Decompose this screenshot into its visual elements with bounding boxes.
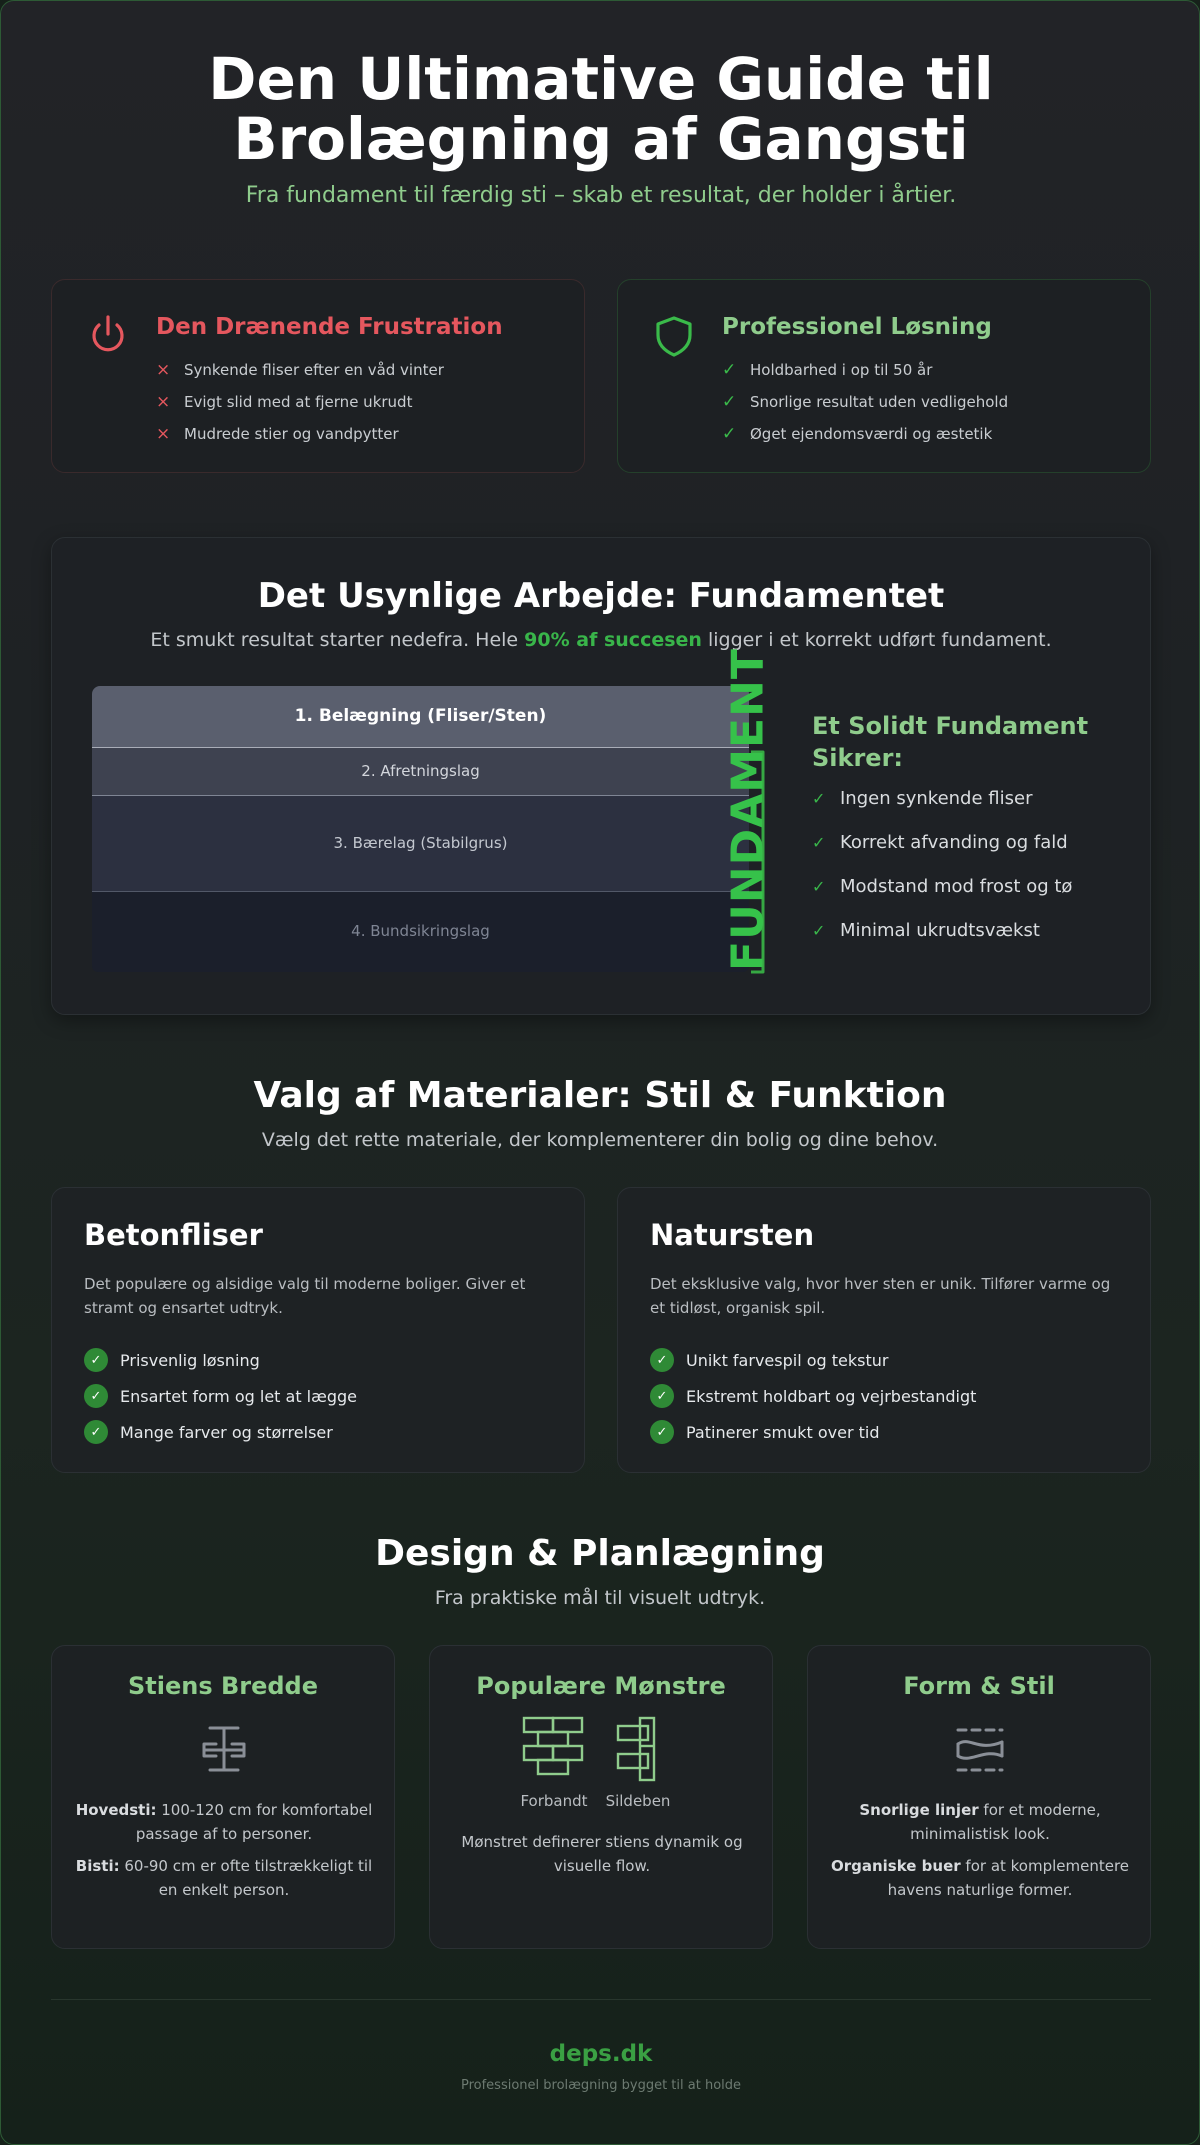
- solution-card: [617, 279, 1151, 473]
- check-icon: ✓: [812, 921, 826, 940]
- main-path-text: Hovedsti: 100-120 cm for komfortabel passage af to personer.: [75, 1801, 373, 1843]
- check-icon: ✓: [812, 789, 826, 808]
- cross-icon: ×: [156, 424, 171, 444]
- material-list: [84, 1342, 357, 1450]
- material-card-natural-stone: [617, 1187, 1151, 1473]
- check-circle-icon: ✓: [84, 1348, 108, 1372]
- check-circle-icon: ✓: [650, 1348, 674, 1372]
- solution-title: Professionel Løsning: [722, 314, 992, 340]
- benefit-item: ✓ Modstand mod frost og tø: [812, 876, 1073, 897]
- design-card-width: [51, 1645, 395, 1949]
- materials-title: Valg af Materialer: Stil & Funktion: [253, 1075, 947, 1116]
- footer-divider: [51, 1999, 1151, 2000]
- cross-icon: ×: [156, 360, 171, 380]
- design-title: Design & Planlægning: [375, 1533, 825, 1574]
- check-icon: ✓: [722, 392, 737, 412]
- footer-tagline: Professionel brolægning bygget til at holde: [460, 2078, 742, 2093]
- side-path-text: Bisti: 60-90 cm er ofte tilstrækkeligt til en enkelt person.: [75, 1857, 373, 1899]
- foundation-highlight: 90% af succesen: [524, 629, 702, 651]
- check-icon: ✓: [722, 360, 737, 380]
- layer-base: 3. Bærelag (Stabilgrus): [92, 796, 749, 892]
- page-title: [1, 45, 1200, 173]
- solution-item: ✓ Snorlige resultat uden vedligehold: [722, 386, 1008, 418]
- pattern-label-herringbone: Sildeben: [605, 1792, 671, 1810]
- check-circle-icon: ✓: [650, 1384, 674, 1408]
- foundation-card: [51, 537, 1151, 1015]
- design-card-title: Populære Mønstre: [476, 1672, 726, 1700]
- power-icon: [86, 314, 130, 358]
- material-title: Natursten: [650, 1218, 815, 1252]
- material-item: ✓ Patinerer smukt over tid: [650, 1414, 976, 1450]
- material-item: ✓ Ensartet form og let at lægge: [84, 1378, 357, 1414]
- patterns-text: Mønstret definerer stiens dynamik og visuelle flow.: [461, 1833, 743, 1875]
- solution-item: ✓ Øget ejendomsværdi og æstetik: [722, 418, 1008, 450]
- layer-paving: 1. Belægning (Fliser/Sten): [92, 686, 749, 748]
- pattern-label-running-bond: Forbandt: [520, 1792, 588, 1810]
- page-title-line1: Den Ultimative Guide til: [208, 45, 994, 113]
- page-subtitle: Fra fundament til færdig sti – skab et resultat, der holder i årtier.: [245, 183, 957, 208]
- material-title: Betonfliser: [84, 1218, 263, 1252]
- check-circle-icon: ✓: [650, 1420, 674, 1444]
- shield-icon: [652, 314, 696, 358]
- material-card-concrete: [51, 1187, 585, 1473]
- material-description: Det eksklusive valg, hvor hver sten er unik. Tilfører varme og et tidløst, organisk spil.: [650, 1275, 1111, 1317]
- materials-subtitle: Vælg det rette materiale, der komplementerer din bolig og dine behov.: [261, 1129, 939, 1151]
- design-card-form: [807, 1645, 1151, 1949]
- design-card-title: Stiens Bredde: [127, 1672, 319, 1700]
- benefits-list: [812, 788, 1072, 964]
- running-bond-pattern-icon: [522, 1716, 586, 1782]
- material-description: Det populære og alsidige valg til moderne boliger. Giver et stramt og ensartet udtryk.: [84, 1275, 526, 1317]
- check-icon: ✓: [812, 877, 826, 896]
- material-item: ✓ Prisvenlig løsning: [84, 1342, 357, 1378]
- check-circle-icon: ✓: [84, 1420, 108, 1444]
- material-item: ✓ Unikt farvespil og tekstur: [650, 1342, 976, 1378]
- problem-card: [51, 279, 585, 473]
- design-card-patterns: [429, 1645, 773, 1949]
- problem-item: × Evigt slid med at fjerne ukrudt: [156, 386, 444, 418]
- benefit-item: ✓ Korrekt afvanding og fald: [812, 832, 1068, 853]
- foundation-subtitle: Et smukt resultat starter nedefra. Hele 90% af succesen ligger i et korrekt udført fundament.: [150, 629, 1052, 651]
- benefits-title: Et Solidt Fundament Sikrer:: [812, 712, 1089, 772]
- layer-bedding: 2. Afretningslag: [92, 748, 749, 796]
- path-width-icon: [196, 1724, 252, 1774]
- foundation-title: Det Usynlige Arbejde: Fundamentet: [257, 576, 945, 616]
- problem-list: [156, 354, 444, 450]
- straight-lines-text: Snorlige linjer for et moderne, minimalistisk look.: [859, 1801, 1101, 1843]
- material-item: ✓ Mange farver og størrelser: [84, 1414, 357, 1450]
- layer-subbase: 4. Bundsikringslag: [92, 892, 749, 972]
- herringbone-pattern-icon: [616, 1716, 662, 1782]
- solution-item: ✓ Holdbarhed i op til 50 år: [722, 354, 1008, 386]
- problem-title: Den Drænende Frustration: [156, 314, 503, 340]
- footer-brand-link[interactable]: deps.dk: [549, 2041, 653, 2067]
- design-subtitle: Fra praktiske mål til visuelt udtryk.: [434, 1587, 766, 1609]
- material-item: ✓ Ekstremt holdbart og vejrbestandigt: [650, 1378, 976, 1414]
- benefit-item: ✓ Ingen synkende fliser: [812, 788, 1033, 809]
- foundation-vertical-label: FUNDAMENT: [722, 648, 774, 971]
- page-title-line2: Brolægning af Gangsti: [233, 105, 969, 173]
- benefit-item: ✓ Minimal ukrudtsvækst: [812, 920, 1040, 941]
- solution-list: [722, 354, 1008, 450]
- design-card-title: Form & Stil: [903, 1672, 1055, 1700]
- curve-path-icon: [954, 1726, 1006, 1774]
- cross-icon: ×: [156, 392, 171, 412]
- problem-item: × Synkende fliser efter en våd vinter: [156, 354, 444, 386]
- check-circle-icon: ✓: [84, 1384, 108, 1408]
- check-icon: ✓: [722, 424, 737, 444]
- material-list: [650, 1342, 976, 1450]
- check-icon: ✓: [812, 833, 826, 852]
- problem-item: × Mudrede stier og vandpytter: [156, 418, 444, 450]
- organic-curves-text: Organiske buer for at komplementere havens naturlige former.: [830, 1857, 1130, 1899]
